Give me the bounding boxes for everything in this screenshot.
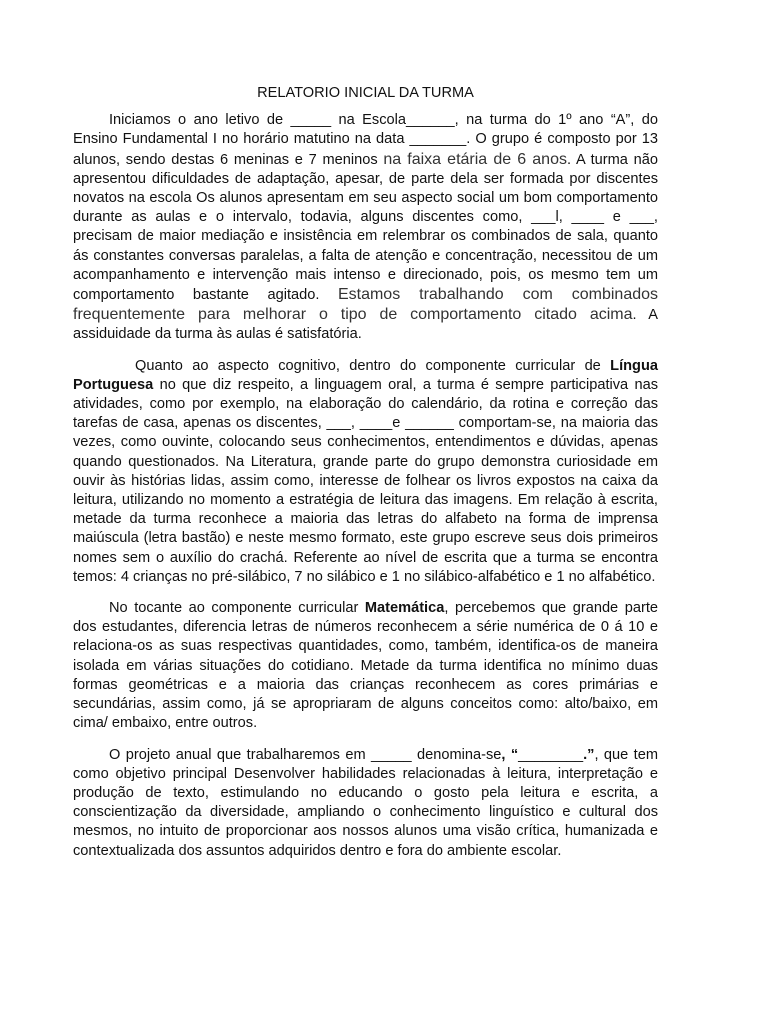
paragraph-intro — [73, 111, 658, 344]
document-title: RELATORIO INICIAL DA TURMA — [257, 85, 474, 101]
project-name-blank: ________ — [518, 746, 584, 763]
paragraph-project-text-1: O projeto anual que trabalharemos em _____ denomina-se — [109, 746, 502, 763]
paragraph-intro-text-1: Iniciamos o ano letivo de _____ na Escola______, na turma do 1º ano “A”, do Ensino Fundamental I no horário matutino na data _______. O grupo é composto por 13 alunos, sendo destas 6 meninas e 7 meninos — [73, 112, 658, 168]
subject-portuguese: Língua Portuguesa — [73, 357, 658, 393]
document-page — [73, 84, 658, 873]
paragraph-math-text-1: No tocante ao componente curricular — [109, 600, 365, 617]
project-name-close: .” — [583, 746, 595, 763]
paragraph-intro-behavior-note: Estamos trabalhando com combinados frequentemente para melhorar o tipo de comportamento citado acima — [73, 286, 659, 324]
subject-math: Matemática — [364, 600, 445, 617]
project-name-open: , “ — [501, 746, 519, 763]
paragraph-intro-text-2: . A turma não apresentou dificuldades de adaptação, apesar, de parte dela ser formada por discentes novatos na escola Os alunos apresentam em seu aspecto social um bom comportamento durante as aulas e o intervalo, todavia, alguns discentes como, ___l, ____ e ___, precisam de maior mediação e insistência em relembrar os combinados de sala, quanto ás constantes conversas paralelas, a falta de atenção e concentração, necessitou de um acompanhamento e intervenção mais intenso e direcionado, pois, os mesmo tem um comportamento bastante agitado. — [73, 151, 658, 304]
paragraph-project-text-2: , que tem como objetivo principal Desenvolver habilidades relacionadas à leitura, interpretação e produção de texto, estimulando no educando o gosto pela leitura e escrita, a conscientização da diversidade, ampliando o conhecimento linguístico e cultural dos mesmos, no intuito de proporcionar aos nossos alunos uma visão crítica, humanizada e contextualizada dos assuntos adquiridos dentro e fora do ambiente escolar. — [73, 746, 658, 859]
paragraph-portuguese — [73, 357, 658, 587]
paragraph-math — [73, 599, 658, 733]
paragraph-portuguese-text-2: no que diz respeito, a linguagem oral, a turma é sempre participativa nas atividades, como por exemplo, na elaboração do calendário, da rotina e correção das tarefas de casa, apenas os discentes, ___, ____e ______ comportam-se, na maioria das vezes, como ouvinte, colocando seus conhecimentos, entendimentos e dúvidas, apenas quando questionados. Na Literatura, grande parte do grupo demonstra curiosidade em ouvir às histórias lidas, assim como, interesse de folhear os livros expostos na caixa da leitura, utilizando no momento a estratégia de leitura das imagens. Em relação à escrita, metade da turma reconhece a maioria das letras do alfabeto na forma de imprensa maiúscula (letra bastão) e neste mesmo formato, este grupo escreve seus dois primeiros nomes sem o auxílio do crachá. Referente ao nível de escrita que a turma se encontra temos: 4 crianças no pré-silábico, 7 no silábico e 1 no silábico-alfabético e 1 no alfabético. — [73, 376, 658, 585]
paragraph-intro-age-range: na faixa etária de 6 anos — [383, 150, 567, 168]
paragraph-intro-text-3: . A assiduidade da turma às aulas é satisfatória. — [73, 307, 658, 343]
paragraph-project — [73, 746, 658, 861]
paragraph-portuguese-text-1: Quanto ao aspecto cognitivo, dentro do componente curricular de — [135, 357, 611, 374]
paragraph-math-text-2: , percebemos que grande parte dos estudantes, diferencia letras de números reconhecem a série numérica de 0 á 10 e relaciona-os as suas respectivas quantidades, como, também, identifica-os de maneira isolada em várias situações do cotidiano. Metade da turma identifica no mínimo duas formas geométricas e a maioria das crianças reconhecem as cores primárias e secundárias, assim como, já se apropriaram de alguns conceitos como: alto/baixo, em cima/ embaixo, entre outros. — [73, 600, 658, 732]
